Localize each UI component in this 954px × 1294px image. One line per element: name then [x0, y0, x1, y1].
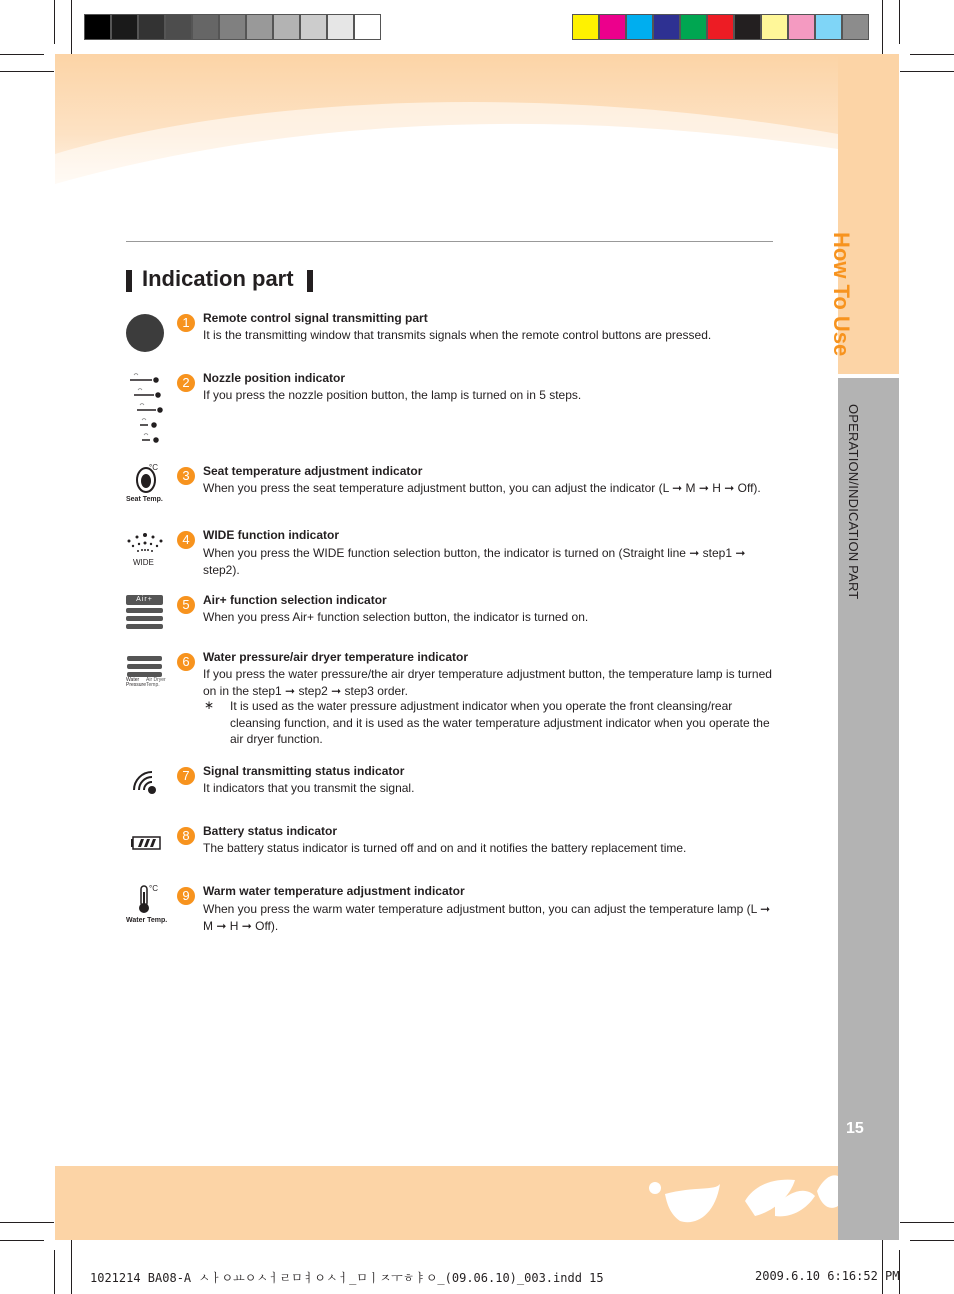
footer-file-slug: 1021214 BA08-A ㅅㅏㅇㅛㅇㅅㅓㄹㅁㅕㅇㅅㅓ_ㅁㅣㅈㅜㅎㅑㅇ_(09.06.10)_003.indd 15	[90, 1271, 604, 1285]
swatch	[327, 14, 354, 40]
swatch	[572, 14, 599, 40]
air-plus-icon	[126, 595, 163, 629]
note-mark: ∗	[204, 698, 215, 712]
item-number: 9	[177, 887, 195, 905]
item-title: Battery status indicator	[203, 824, 338, 838]
sidebar-title: How To Use	[829, 232, 854, 357]
item-desc: When you press the warm water temperature adjustment button, you can adjust the temperature lamp (L ➞ M ➞ H ➞ Off).	[203, 902, 771, 933]
note-text: It is used as the water pressure adjustment indicator when you operate the front cleansing/rear cleansing function, and it is used as the water temperature adjustment indicator when you operate the air dryer function.	[230, 699, 770, 746]
item-number: 3	[177, 467, 195, 485]
item-title: Seat temperature adjustment indicator	[203, 464, 423, 478]
water-temp-unit: °C	[149, 884, 158, 893]
swatch	[354, 14, 381, 40]
swatch	[788, 14, 815, 40]
swatch	[653, 14, 680, 40]
nozzle-position-icon	[126, 370, 166, 446]
swatch	[626, 14, 653, 40]
item-number: 8	[177, 827, 195, 845]
item-desc: If you press the nozzle position button, the lamp is turned on in 5 steps.	[203, 388, 582, 402]
item-desc: When you press the WIDE function selection button, the indicator is turned on (Straight line ➞ step1 ➞ step2).	[203, 546, 746, 577]
item-title: Nozzle position indicator	[203, 371, 346, 385]
item-title: Air+ function selection indicator	[203, 593, 387, 607]
swatch	[842, 14, 869, 40]
battery-icon	[130, 836, 162, 854]
swatch	[138, 14, 165, 40]
swatch	[219, 14, 246, 40]
swatch	[246, 14, 273, 40]
air-dryer-label: Air Dryer Temp.	[146, 677, 166, 688]
water-temp-label: Water Temp.	[126, 917, 168, 924]
item-number: 1	[177, 314, 195, 332]
item-number: 5	[177, 596, 195, 614]
swatch	[599, 14, 626, 40]
swatch	[815, 14, 842, 40]
pressure-dryer-icon	[126, 656, 166, 688]
seat-temp-unit: °C	[149, 463, 158, 472]
heading-bar-right	[307, 270, 313, 292]
seat-temp-label: Seat Temp.	[126, 496, 163, 503]
item-title: Water pressure/air dryer temperature indicator	[203, 650, 468, 664]
item-number: 4	[177, 531, 195, 549]
swatch	[273, 14, 300, 40]
water-pressure-label: Water Pressure	[126, 677, 147, 688]
top-banner	[55, 54, 838, 214]
signal-icon	[130, 768, 160, 798]
section-rule	[126, 241, 773, 242]
item-desc: When you press the seat temperature adjustment button, you can adjust the indicator (L ➞ M ➞ H ➞ Off).	[203, 481, 761, 495]
transmit-window-icon	[125, 313, 165, 353]
item-title: Remote control signal transmitting part	[203, 311, 428, 325]
swatch	[680, 14, 707, 40]
page-number: 15	[846, 1120, 864, 1137]
swatch	[707, 14, 734, 40]
item-number: 6	[177, 653, 195, 671]
heading-bar-left	[126, 270, 132, 292]
item-number: 7	[177, 767, 195, 785]
item-title: Signal transmitting status indicator	[203, 764, 405, 778]
page-title: Indication part	[142, 266, 294, 291]
bottom-banner	[55, 1166, 838, 1240]
swatch	[84, 14, 111, 40]
swatch	[761, 14, 788, 40]
swatch	[300, 14, 327, 40]
item-desc: If you press the water pressure/the air dryer temperature adjustment button, the temperature lamp is turned on in the step1 ➞ step2 ➞ step3 order.	[203, 667, 772, 698]
item-desc: It is the transmitting window that transmits signals when the remote control buttons are pressed.	[203, 328, 712, 342]
wide-label: WIDE	[133, 558, 154, 567]
swatch	[734, 14, 761, 40]
item-title: Warm water temperature adjustment indicator	[203, 884, 465, 898]
item-desc: The battery status indicator is turned off and on and it notifies the battery replacement time.	[203, 841, 687, 855]
swatch	[165, 14, 192, 40]
footer-date: 2009.6.10 6:16:52 PM	[755, 1269, 900, 1283]
item-desc: It indicators that you transmit the signal.	[203, 781, 415, 795]
item-title: WIDE function indicator	[203, 528, 339, 542]
item-number: 2	[177, 374, 195, 392]
wide-icon	[124, 532, 166, 558]
item-desc: When you press Air+ function selection button, the indicator is turned on.	[203, 610, 589, 624]
air-plus-label: Air+	[126, 595, 163, 605]
swatch	[111, 14, 138, 40]
sidebar-section-label: OPERATION/INDICATION PART	[846, 404, 861, 600]
swatch	[192, 14, 219, 40]
